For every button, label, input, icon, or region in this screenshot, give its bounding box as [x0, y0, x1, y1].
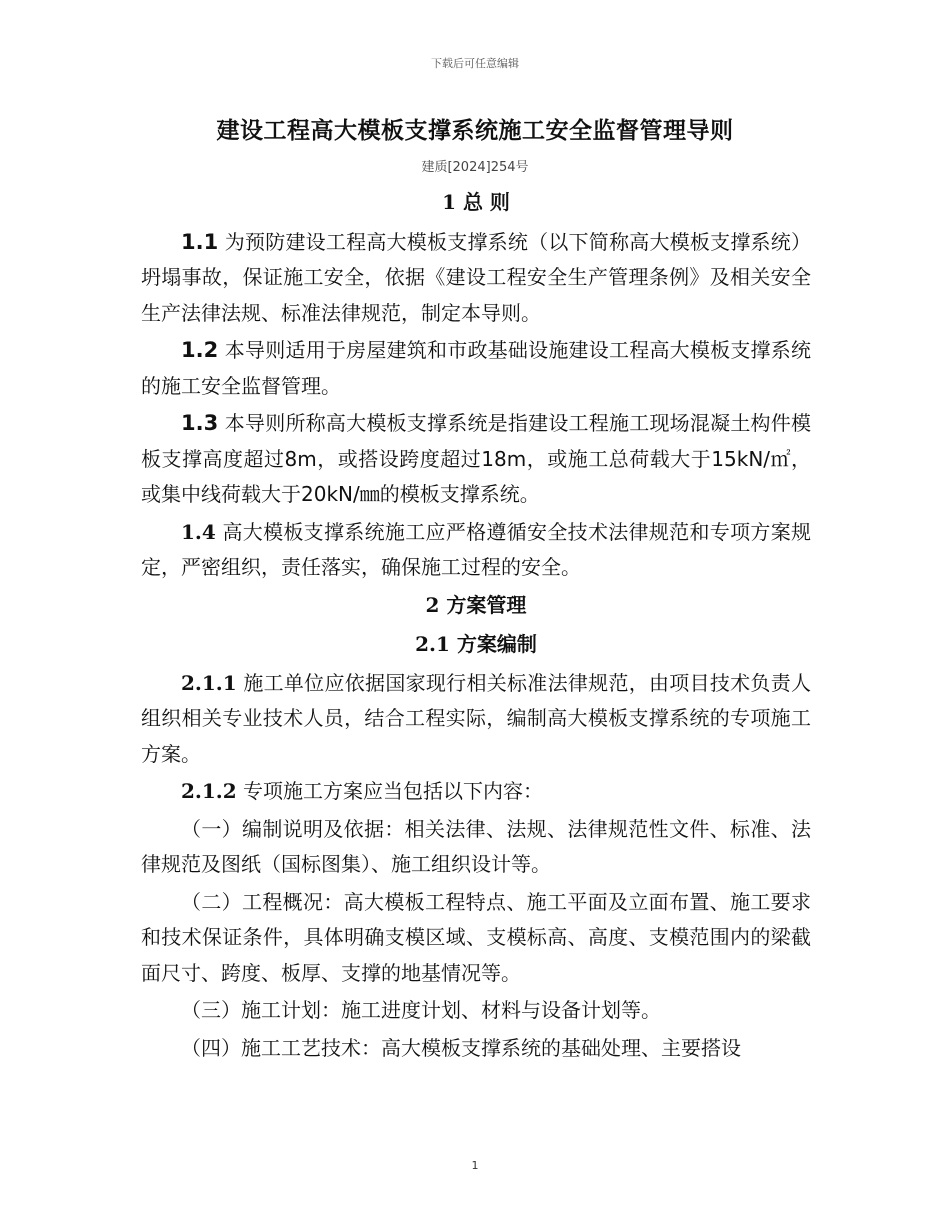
clause-2-1-2 [141, 774, 811, 810]
clause-text: 高大模板支撑系统施工应严格遵循安全技术法律规范和专项方案规定，严密组织，责任落实，确保施工过程的安全。 [141, 519, 811, 579]
list-item-1: （一）编制说明及依据：相关法律、法规、法律规范性文件、标准、法律规范及图纸（国标图集）、施工组织设计等。 [141, 816, 811, 876]
span-limit-value: 18m [481, 446, 527, 471]
clause-1-3 [141, 406, 811, 513]
list-item-2: （二）工程概况：高大模板工程特点、施工平面及立面布置、施工要求和技术保证条件，具体明确支模区域、支模标高、高度、支模范围内的梁截面尺寸、跨度、板厚、支撑的地基情况等。 [141, 889, 811, 985]
page-number: 1 [471, 1159, 479, 1172]
load-limit-value: 15kN/㎡ [711, 446, 792, 471]
download-note: 下载后可任意编辑 [431, 57, 519, 70]
clause-number: 1.2 [181, 338, 219, 362]
clause-text: ，或搭设跨度超过 [316, 446, 482, 471]
clause-text: 为预防建设工程高大模板支撑系统（以下简称高大模板支撑系统）坍塌事故，保证施工安全，依据《建设工程安全生产管理条例》及相关安全生产法律法规、标准法律规范，制定本导则。 [141, 229, 811, 325]
line-load-limit-value: 20kN/㎜ [301, 482, 380, 506]
document-title: 建设工程高大模板支撑系统施工安全监督管理导则 [216, 117, 734, 144]
clause-number: 2.1.2 [181, 779, 237, 803]
clause-text: 施工单位应依据国家现行相关标准法律规范，由项目技术负责人组织相关专业技术人员，结合工程实际，编制高大模板支撑系统的专项施工方案。 [141, 670, 811, 766]
list-item-3: （三）施工计划：施工进度计划、材料与设备计划等。 [181, 998, 661, 1022]
clause-text: 本导则适用于房屋建筑和市政基础设施建设工程高大模板支撑系统的施工安全监督管理。 [141, 338, 811, 398]
clause-text: 的模板支撑系统。 [379, 482, 540, 506]
clause-1-2 [141, 333, 811, 404]
clause-1-4 [141, 515, 811, 586]
clause-number: 1.4 [181, 519, 216, 544]
section-1-heading: 1 总 则 [442, 190, 510, 214]
clause-number: 1.1 [181, 229, 219, 254]
height-limit-value: 8m [284, 446, 317, 471]
clause-text: 本导则所称高大模板支撑系统是指建设工程施工现场混凝土构件模板支撑高度超过 [141, 411, 811, 471]
clause-2-1-1 [141, 666, 811, 773]
clause-text: 专项施工方案应当包括以下内容： [236, 779, 544, 803]
clause-number: 2.1.1 [181, 670, 237, 695]
clause-text: ，或集中线荷载大于 [141, 446, 812, 506]
clause-1-1 [141, 225, 811, 332]
document-body [141, 184, 811, 1066]
list-item-4: （四）施工工艺技术：高大模板支撑系统的基础处理、主要搭设 [181, 1035, 741, 1060]
clause-text: ，或施工总荷载大于 [526, 446, 712, 471]
document-code: 建质[2024]254号 [421, 160, 529, 175]
clause-number: 1.3 [181, 411, 219, 435]
subsection-2-1-heading: 2.1 方案编制 [415, 632, 537, 656]
section-2-heading: 2 方案管理 [425, 592, 527, 617]
